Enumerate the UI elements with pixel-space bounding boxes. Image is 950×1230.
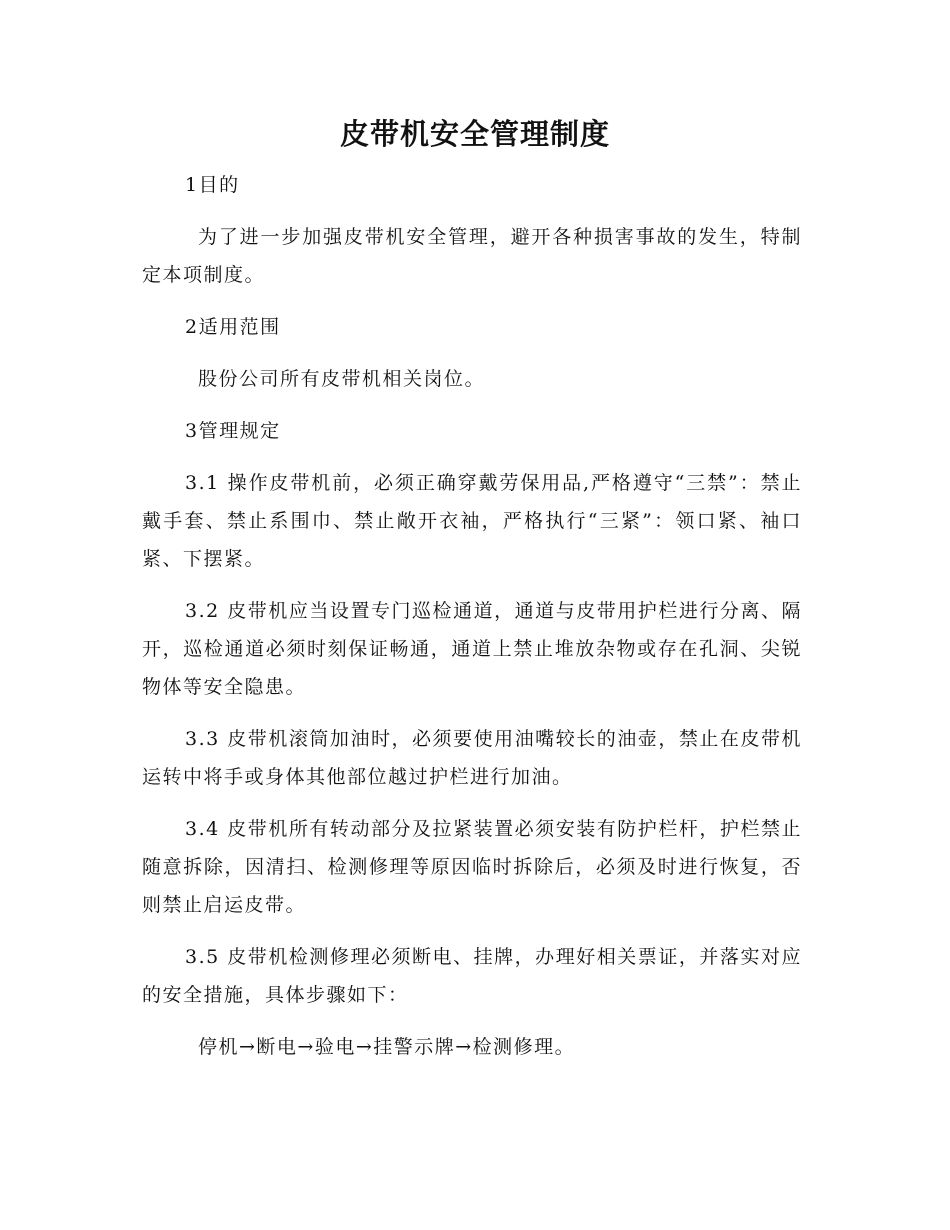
paragraph-rule-3-3: 3.3 皮带机滚筒加油时，必须要使用油嘴较长的油壶，禁止在皮带机运转中将手或身体其他部位越过护栏进行加油。	[142, 728, 802, 788]
paragraph-rule-3-1: 3.1 操作皮带机前，必须正确穿戴劳保用品,严格遵守“三禁”：禁止戴手套、禁止系围巾、禁止敞开衣袖，严格执行“三紧”：领口紧、袖口紧、下摆紧。	[142, 472, 802, 570]
section-heading-purpose: 1目的	[185, 174, 240, 196]
document-body	[142, 166, 802, 1066]
document-title: 皮带机安全管理制度	[339, 117, 610, 151]
paragraph-rule-3-2: 3.2 皮带机应当设置专门巡检通道，通道与皮带用护栏进行分离、隔开，巡检通道必须时刻保证畅通，通道上禁止堆放杂物或存在孔洞、尖锐物体等安全隐患。	[142, 600, 802, 698]
paragraph-rule-3-5: 3.5 皮带机检测修理必须断电、挂牌，办理好相关票证，并落实对应的安全措施，具体步骤如下：	[142, 946, 802, 1006]
section-heading-scope: 2适用范围	[185, 316, 281, 338]
procedure-steps: 停机→断电→验电→挂警示牌→检测修理。	[198, 1036, 576, 1058]
paragraph-scope: 股份公司所有皮带机相关岗位。	[198, 368, 486, 390]
paragraph-purpose: 为了进一步加强皮带机安全管理，避开各种损害事故的发生，特制定本项制度。	[142, 226, 802, 286]
section-heading-rules: 3管理规定	[185, 420, 281, 442]
paragraph-rule-3-4: 3.4 皮带机所有转动部分及拉紧装置必须安装有防护栏杆，护栏禁止随意拆除，因清扫、检测修理等原因临时拆除后，必须及时进行恢复，否则禁止启运皮带。	[142, 818, 802, 916]
